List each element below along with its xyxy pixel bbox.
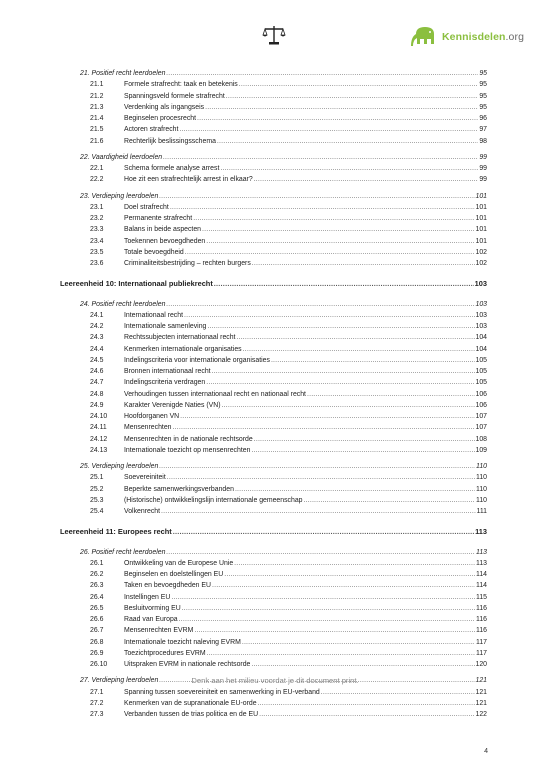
- toc-entry-sub[interactable]: [80, 434, 487, 445]
- toc-entry-sec[interactable]: [80, 68, 487, 79]
- toc-entry-page: 121: [475, 688, 487, 696]
- toc-entry-sub[interactable]: [80, 310, 487, 321]
- toc-dot-leader: [163, 152, 478, 163]
- toc-entry-label: Uitspraken EVRM in nationale rechtsorde: [124, 661, 251, 668]
- toc-entry-page: 104: [475, 345, 487, 353]
- toc-entry-label: Hoofdorganen VN: [124, 413, 180, 420]
- toc-entry-number: 26.1: [90, 559, 104, 567]
- toc-entry-number: 21.4: [90, 115, 104, 122]
- toc-entry-number: 26.5: [90, 604, 104, 612]
- toc-entry-page: 108: [475, 435, 487, 443]
- toc-entry-sec[interactable]: [80, 461, 487, 472]
- toc-dot-leader: [193, 213, 474, 224]
- toc-entry-page: 121: [475, 699, 487, 707]
- toc-entry-page: 95: [479, 70, 487, 77]
- toc-entry-number: 23.5: [90, 248, 104, 256]
- toc-entry-sub[interactable]: [80, 202, 487, 213]
- toc-entry-sub[interactable]: [80, 344, 487, 355]
- toc-entry-number: 26.10: [90, 661, 108, 668]
- toc-entry-label: 26. Positief recht leerdoelen: [80, 548, 166, 556]
- toc-dot-leader: [254, 174, 479, 185]
- toc-entry-label: Toekennen bevoegdheden: [124, 237, 206, 245]
- toc-entry-label: Rechtssubjecten internationaal recht: [124, 334, 236, 342]
- toc-entry-number: 24.9: [90, 401, 104, 409]
- toc-entry-page: 105: [475, 368, 487, 375]
- toc-entry-page: 115: [476, 593, 487, 601]
- toc-dot-leader: [171, 592, 475, 603]
- toc-entry-sub[interactable]: [80, 213, 487, 224]
- toc-entry-page: 95: [479, 92, 487, 100]
- toc-entry-unit[interactable]: [60, 526, 487, 537]
- toc-entry-label: Internationale toezicht op mensenrechten: [124, 446, 251, 454]
- toc-dot-leader: [235, 484, 475, 495]
- toc-entry-label: Internationale toezicht naleving EVRM: [124, 638, 241, 646]
- toc-entry-label: Internationaal recht: [124, 311, 183, 319]
- toc-entry-number: 25.1: [90, 474, 104, 482]
- toc-entry-label: Spanning tussen soevereiniteit en samenwerking in EU-verband: [124, 688, 320, 696]
- toc-entry-page: 107: [475, 424, 487, 432]
- toc-entry-number: 23.2: [90, 215, 104, 222]
- toc-entry-page: 101: [475, 215, 487, 222]
- toc-dot-leader: [303, 495, 475, 506]
- toc-entry-sub[interactable]: [80, 366, 487, 377]
- toc-entry-page: 113: [475, 527, 487, 537]
- toc-entry-number: 26.3: [90, 582, 104, 590]
- toc-entry-sub[interactable]: [80, 389, 487, 400]
- toc-dot-leader: [220, 163, 478, 174]
- toc-entry-label: (Historische) ontwikkelingslijn internationale gemeenschap: [124, 496, 303, 504]
- toc-entry-label: Mensenrechten EVRM: [124, 627, 194, 635]
- toc-entry-page: 102: [475, 260, 487, 267]
- toc-entry-sub[interactable]: [80, 411, 487, 422]
- toc-entry-page: 110: [476, 485, 487, 493]
- toc-entry-page: 101: [475, 226, 487, 234]
- toc-entry-sub[interactable]: [80, 79, 487, 90]
- toc-entry-sub[interactable]: [80, 603, 487, 614]
- toc-entry-number: 26.9: [90, 649, 104, 657]
- toc-entry-unit[interactable]: [60, 278, 487, 289]
- toc-entry-number: 24.6: [90, 368, 104, 375]
- toc-entry-sub[interactable]: [80, 472, 487, 483]
- toc-entry-number: 24.13: [90, 446, 108, 454]
- toc-dot-leader: [173, 526, 474, 537]
- toc-entry-page: 122: [475, 711, 487, 718]
- toc-entry-sub[interactable]: [80, 224, 487, 235]
- toc-entry-page: 114: [476, 582, 487, 590]
- toc-entry-label: Indelingscriteria verdragen: [124, 379, 206, 387]
- toc-entry-page: 104: [475, 334, 487, 342]
- toc-entry-number: 22.2: [90, 176, 104, 184]
- toc-dot-leader: [243, 344, 475, 355]
- toc-entry-number: 24.11: [90, 424, 107, 432]
- toc-dot-leader: [184, 310, 475, 321]
- toc-entry-number: 23.4: [90, 237, 104, 245]
- toc-dot-leader: [224, 569, 475, 580]
- toc-entry-page: 101: [475, 237, 487, 245]
- toc-entry-label: Karakter Verenigde Naties (VN): [124, 401, 221, 409]
- toc-entry-page: 113: [476, 548, 487, 556]
- toc-dot-leader: [180, 411, 474, 422]
- toc-spacer: [80, 290, 487, 299]
- toc-entry-page: 99: [479, 176, 487, 184]
- toc-entry-number: 24.12: [90, 435, 108, 443]
- toc-entry-sub[interactable]: [80, 163, 487, 174]
- toc-entry-label: Mensenrechten in de nationale rechtsorde: [124, 435, 253, 443]
- toc-entry-label: Schema formele analyse arrest: [124, 165, 220, 172]
- toc-entry-page: 116: [476, 616, 487, 623]
- toc-dot-leader: [207, 648, 475, 659]
- toc-entry-page: 117: [476, 638, 487, 646]
- scales-of-justice-icon: [262, 24, 286, 46]
- toc-entry-sec[interactable]: [80, 299, 487, 310]
- toc-entry-sub[interactable]: [80, 247, 487, 258]
- toc-entry-page: 97: [479, 126, 487, 134]
- footer-note: Denk aan het milieu voordat je dit document print.: [191, 676, 359, 685]
- toc-entry-label: Soevereiniteit: [124, 474, 166, 482]
- toc-entry-number: 24.5: [90, 356, 104, 364]
- toc-entry-number: 23.6: [90, 260, 104, 267]
- toc-entry-number: 26.2: [90, 571, 104, 578]
- toc-entry-label: Internationale samenleving: [124, 323, 207, 330]
- page-number: 4: [484, 748, 488, 755]
- toc-entry-sub[interactable]: [80, 625, 487, 636]
- toc-entry-page: 96: [479, 115, 487, 122]
- toc-entry-label: Bronnen internationaal recht: [124, 368, 211, 375]
- toc-entry-label: 23. Verdieping leerdoelen: [80, 192, 159, 200]
- toc-entry-label: Kenmerken van de supranationale EU-orde: [124, 699, 257, 707]
- toc-dot-leader: [214, 278, 474, 289]
- toc-entry-label: Verbanden tussen de trias politica en de EU: [124, 711, 259, 718]
- toc-entry-number: 24.8: [90, 390, 104, 398]
- toc-entry-page: 101: [475, 203, 487, 211]
- toc-entry-sub[interactable]: [80, 506, 487, 517]
- toc-dot-leader: [194, 625, 475, 636]
- toc-entry-number: 26.6: [90, 616, 104, 623]
- toc-entry-number: 25.4: [90, 508, 104, 515]
- toc-entry-label: Mensenrechten: [124, 424, 172, 432]
- toc-entry-label: Kenmerken internationale organisaties: [124, 345, 242, 353]
- toc-entry-number: 21.5: [90, 126, 104, 134]
- toc-entry-page: 110: [476, 474, 487, 482]
- toc-entry-label: Doel strafrecht: [124, 203, 169, 211]
- toc-entry-sub[interactable]: [80, 495, 487, 506]
- toc-entry-sub[interactable]: [80, 422, 487, 433]
- toc-entry-label: Beginselen en doelstellingen EU: [124, 571, 224, 578]
- toc-entry-number: 23.3: [90, 226, 104, 234]
- toc-entry-sub[interactable]: [80, 136, 487, 147]
- toc-dot-leader: [179, 124, 478, 135]
- toc-dot-leader: [239, 79, 479, 90]
- toc-dot-leader: [321, 687, 475, 698]
- toc-entry-label: 25. Verdieping leerdoelen: [80, 463, 159, 470]
- toc-entry-number: 23.1: [90, 203, 104, 211]
- toc-entry-label: Hoe zit een strafrechtelijk arrest in elkaar?: [124, 176, 253, 184]
- toc-entry-page: 105: [475, 356, 487, 364]
- toc-entry-sub[interactable]: [80, 113, 487, 124]
- toc-dot-leader: [251, 445, 474, 456]
- toc-entry-label: Criminaliteitsbestrijding – rechten burgers: [124, 260, 251, 267]
- toc-entry-page: 103: [475, 323, 487, 330]
- toc-entry-page: 95: [479, 103, 487, 111]
- toc-entry-number: 21.1: [90, 81, 104, 89]
- toc-entry-page: 95: [479, 81, 487, 89]
- toc-entry-sub[interactable]: [80, 321, 487, 332]
- toc-entry-label: Leereenheid 10: Internationaal publiekrecht: [60, 279, 213, 289]
- toc-entry-page: 99: [479, 153, 487, 161]
- toc-entry-label: Indelingscriteria voor internationale organisaties: [124, 356, 270, 364]
- toc-dot-leader: [206, 377, 474, 388]
- toc-entry-sub[interactable]: [80, 102, 487, 113]
- toc-dot-leader: [252, 258, 475, 269]
- toc-entry-number: 24.4: [90, 345, 104, 353]
- toc-entry-sub[interactable]: [80, 355, 487, 366]
- toc-entry-label: Beginselen procesrecht: [124, 115, 197, 122]
- toc-dot-leader: [161, 506, 476, 517]
- toc-entry-number: 22.1: [90, 165, 104, 172]
- toc-entry-sub[interactable]: [80, 558, 487, 569]
- toc-entry-sub[interactable]: [80, 484, 487, 495]
- toc-dot-leader: [234, 558, 475, 569]
- toc-entry-sec[interactable]: [80, 152, 487, 163]
- toc-entry-sub[interactable]: [80, 648, 487, 659]
- toc-entry-page: 117: [476, 649, 487, 657]
- toc-entry-sub[interactable]: [80, 124, 487, 135]
- toc-entry-sec[interactable]: [80, 191, 487, 202]
- toc-dot-leader: [212, 580, 475, 591]
- toc-dot-leader: [226, 91, 479, 102]
- toc-entry-number: 26.8: [90, 638, 104, 646]
- toc-entry-page: 105: [475, 379, 487, 387]
- toc-dot-leader: [251, 659, 474, 670]
- toc-entry-page: 111: [476, 508, 487, 515]
- toc-spacer: [80, 538, 487, 547]
- toc-entry-label: Rechterlijk beslissingsschema: [124, 137, 216, 145]
- toc-entry-label: Leereenheid 11: Europees recht: [60, 527, 172, 537]
- toc-entry-number: 21.2: [90, 92, 104, 100]
- table-of-contents: [60, 68, 487, 720]
- toc-entry-label: Raad van Europa: [124, 616, 178, 623]
- toc-entry-label: Taken en bevoegdheden EU: [124, 582, 211, 590]
- toc-entry-label: Beperkte samenwerkingsverbanden: [124, 485, 234, 493]
- toc-entry-page: 106: [475, 401, 487, 409]
- toc-dot-leader: [197, 113, 478, 124]
- toc-entry-label: Besluitvorming EU: [124, 604, 181, 612]
- toc-entry-number: 21.3: [90, 103, 104, 111]
- toc-entry-sub[interactable]: [80, 258, 487, 269]
- toc-entry-sub[interactable]: [80, 377, 487, 388]
- toc-entry-number: 26.7: [90, 627, 104, 635]
- toc-entry-number: 24.3: [90, 334, 104, 342]
- toc-entry-sub[interactable]: [80, 709, 487, 720]
- toc-spacer: [80, 517, 487, 526]
- toc-entry-page: 103: [474, 279, 487, 289]
- toc-entry-label: 22. Vaardigheid leerdoelen: [80, 153, 163, 161]
- toc-entry-label: 24. Positief recht leerdoelen: [80, 300, 166, 308]
- toc-entry-label: Permanente strafrecht: [124, 215, 193, 222]
- toc-entry-sub[interactable]: [80, 400, 487, 411]
- toc-entry-page: 107: [475, 413, 487, 420]
- toc-entry-sub[interactable]: [80, 687, 487, 698]
- toc-entry-number: 21.6: [90, 137, 104, 145]
- toc-dot-leader: [207, 321, 474, 332]
- toc-dot-leader: [242, 637, 475, 648]
- toc-entry-page: 109: [475, 446, 487, 454]
- toc-dot-leader: [212, 366, 475, 377]
- toc-entry-sub[interactable]: [80, 445, 487, 456]
- toc-dot-leader: [182, 603, 475, 614]
- toc-dot-leader: [167, 472, 475, 483]
- toc-entry-page: 110: [476, 463, 487, 470]
- toc-entry-page: 116: [476, 604, 487, 612]
- toc-entry-sub[interactable]: [80, 592, 487, 603]
- toc-entry-number: 27.3: [90, 711, 104, 718]
- toc-dot-leader: [185, 247, 475, 258]
- toc-entry-label: 27. Verdieping leerdoelen: [80, 677, 159, 685]
- toc-dot-leader: [170, 202, 475, 213]
- elephant-icon: [410, 24, 440, 50]
- toc-dot-leader: [254, 434, 475, 445]
- toc-entry-number: 24.2: [90, 323, 104, 330]
- toc-spacer: [80, 269, 487, 278]
- toc-entry-page: 113: [476, 559, 487, 567]
- toc-dot-leader: [166, 68, 478, 79]
- toc-entry-sub[interactable]: [80, 91, 487, 102]
- toc-entry-number: 25.3: [90, 496, 104, 504]
- toc-entry-sub[interactable]: [80, 332, 487, 343]
- toc-entry-number: 27.1: [90, 688, 104, 696]
- toc-entry-label: Instellingen EU: [124, 593, 171, 601]
- toc-entry-number: 24.1: [90, 311, 104, 319]
- toc-dot-leader: [205, 102, 478, 113]
- toc-entry-sub[interactable]: [80, 698, 487, 709]
- toc-entry-sub[interactable]: [80, 614, 487, 625]
- toc-entry-label: Verhoudingen tussen internationaal recht en nationaal recht: [124, 390, 306, 398]
- toc-entry-number: 27.2: [90, 699, 104, 707]
- toc-dot-leader: [236, 332, 474, 343]
- toc-dot-leader: [166, 547, 475, 558]
- toc-entry-label: Totale bevoegdheid: [124, 248, 184, 256]
- toc-dot-leader: [173, 422, 475, 433]
- toc-entry-page: 103: [475, 311, 487, 319]
- toc-dot-leader: [222, 400, 475, 411]
- toc-dot-leader: [202, 224, 474, 235]
- toc-entry-number: 25.2: [90, 485, 104, 493]
- toc-entry-page: 99: [479, 165, 487, 172]
- toc-entry-number: 26.4: [90, 593, 104, 601]
- toc-dot-leader: [217, 136, 478, 147]
- toc-entry-page: 102: [475, 248, 487, 256]
- toc-entry-label: Spanningsveld formele strafrecht: [124, 92, 225, 100]
- toc-entry-sub[interactable]: [80, 637, 487, 648]
- toc-dot-leader: [159, 461, 475, 472]
- toc-entry-sub[interactable]: [80, 569, 487, 580]
- toc-entry-label: Actoren strafrecht: [124, 126, 179, 134]
- toc-entry-label: Volkenrecht: [124, 508, 161, 515]
- toc-entry-page: 114: [476, 571, 487, 578]
- toc-entry-sub[interactable]: [80, 580, 487, 591]
- toc-entry-sec[interactable]: [80, 547, 487, 558]
- toc-entry-label: Verdenking als ingangseis: [124, 103, 205, 111]
- toc-dot-leader: [271, 355, 475, 366]
- toc-entry-page: 116: [476, 627, 487, 635]
- toc-entry-label: 21. Positief recht leerdoelen: [80, 70, 166, 77]
- toc-dot-leader: [166, 299, 474, 310]
- toc-entry-label: Formele strafrecht: taak en betekenis: [124, 81, 238, 89]
- toc-dot-leader: [179, 614, 475, 625]
- toc-entry-number: 24.10: [90, 413, 108, 420]
- toc-entry-sub[interactable]: [80, 659, 487, 670]
- toc-entry-page: 120: [475, 661, 487, 668]
- toc-dot-leader: [159, 191, 474, 202]
- toc-dot-leader: [206, 236, 474, 247]
- toc-entry-label: Toezichtprocedures EVRM: [124, 649, 206, 657]
- toc-dot-leader: [258, 698, 475, 709]
- toc-entry-label: Balans in beide aspecten: [124, 226, 202, 234]
- toc-entry-page: 98: [479, 137, 487, 145]
- kennisdelen-logo[interactable]: [418, 24, 538, 50]
- toc-entry-page: 121: [475, 677, 487, 685]
- toc-entry-sub[interactable]: [80, 174, 487, 185]
- toc-dot-leader: [307, 389, 475, 400]
- toc-entry-page: 110: [476, 496, 487, 504]
- toc-entry-label: Ontwikkeling van de Europese Unie: [124, 559, 234, 567]
- toc-entry-page: 106: [475, 390, 487, 398]
- toc-entry-page: 101: [475, 192, 487, 200]
- toc-dot-leader: [259, 709, 474, 720]
- logo-text: Kennisdelen.org: [442, 31, 525, 43]
- toc-entry-page: 103: [475, 300, 487, 308]
- toc-entry-number: 24.7: [90, 379, 104, 387]
- toc-entry-sub[interactable]: [80, 236, 487, 247]
